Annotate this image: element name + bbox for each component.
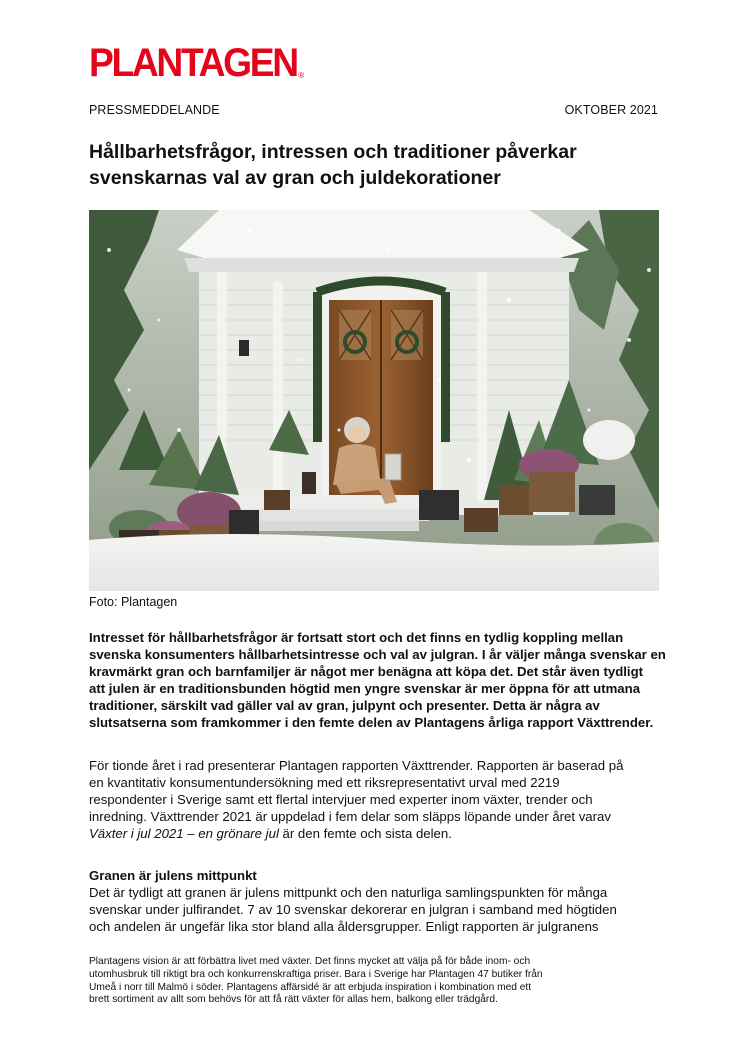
document-date: OKTOBER 2021 [564,103,658,117]
footer-line: Umeå i norr till Malmö i söder. Plantagens affärsidé är att erbjuda inspiration i kombination med ett [89,981,532,993]
press-photo [89,210,659,591]
body-line: svenskar under julfirandet. 7 av 10 svenskar dekorerar en julgran i samband med högtiden [89,902,617,917]
registered-mark: ® [298,71,305,80]
page-title [89,139,669,191]
body-line: inredning. Växttrender 2021 är uppdelad i fem delar som släpps löpande under året varav [89,809,611,824]
footer-line: brett sortiment av allt som behövs för att få rätt växter för allas hem, balkong eller trädgård. [89,994,498,1006]
lead-line: Intresset för hållbarhetsfrågor är fortsatt stort och det finns en tydlig koppling mellan [89,630,624,645]
title-line: svenskarnas val av gran och juldekorationer [89,167,501,189]
body-line: och andelen är ungefär lika stor bland alla åldersgrupper. Enligt rapporten är julgranens [89,919,599,934]
section-paragraph [89,884,664,935]
lead-line: kravmärkt gran och barnfamiljer är något mer benägna att köpa det. Det står även tydligt [89,664,644,679]
section-heading: Granen är julens mittpunkt [89,868,257,883]
document-type: PRESSMEDDELANDE [89,103,220,117]
lead-line: svenska konsumenters hållbarhetsintresse och val av julgran. I år väljer många svenskar en [89,647,666,662]
title-line: Hållbarhetsfrågor, intressen och traditioner påverkar [89,141,577,163]
photo-caption: Foto: Plantagen [89,595,178,609]
body-line: respondenter i Sverige samt ett flertal intervjuer med experter inom växter, trender och [89,792,593,807]
footer-boilerplate [89,956,664,1007]
plantagen-logo [89,43,304,83]
logo-wordmark: PLANTAGEN [89,41,297,85]
body-line-tail: är den femte och sista delen. [278,826,452,841]
lead-line: slutsatserna som framkommer i den femte delen av Plantagens årliga rapport Växttrender. [89,715,654,730]
body-line-final [89,825,664,842]
photo-illustration [89,210,659,591]
footer-line: utomhusbruk till riktigt bra och konkurrenskraftiga priser. Bara i Sverige har Plantagen 47 butiker från [89,968,543,980]
footer-line: Plantagens vision är att förbättra livet med växter. Det finns mycket att välja på för både inom- och [89,956,531,967]
body-line: För tionde året i rad presenterar Plantagen rapporten Växttrender. Rapporten är baserad på [89,758,624,773]
body-line: en kvantitativ konsumentundersökning med ett riksrepresentativt urval med 2219 [89,775,560,790]
lead-line: traditioner, särskilt vad gäller val av gran, julpynt och presenter. Detta är några av [89,698,600,713]
report-title-italic: Växter i jul 2021 – en grönare jul [89,826,279,841]
lead-paragraph [89,629,664,731]
intro-paragraph [89,757,664,842]
lead-line: att julen är en traditionsbunden högtid men yngre svenskar är mer öppna för att utmana [89,681,641,696]
body-line: Det är tydligt att granen är julens mittpunkt och den naturliga samlingspunkten för många [89,885,608,900]
